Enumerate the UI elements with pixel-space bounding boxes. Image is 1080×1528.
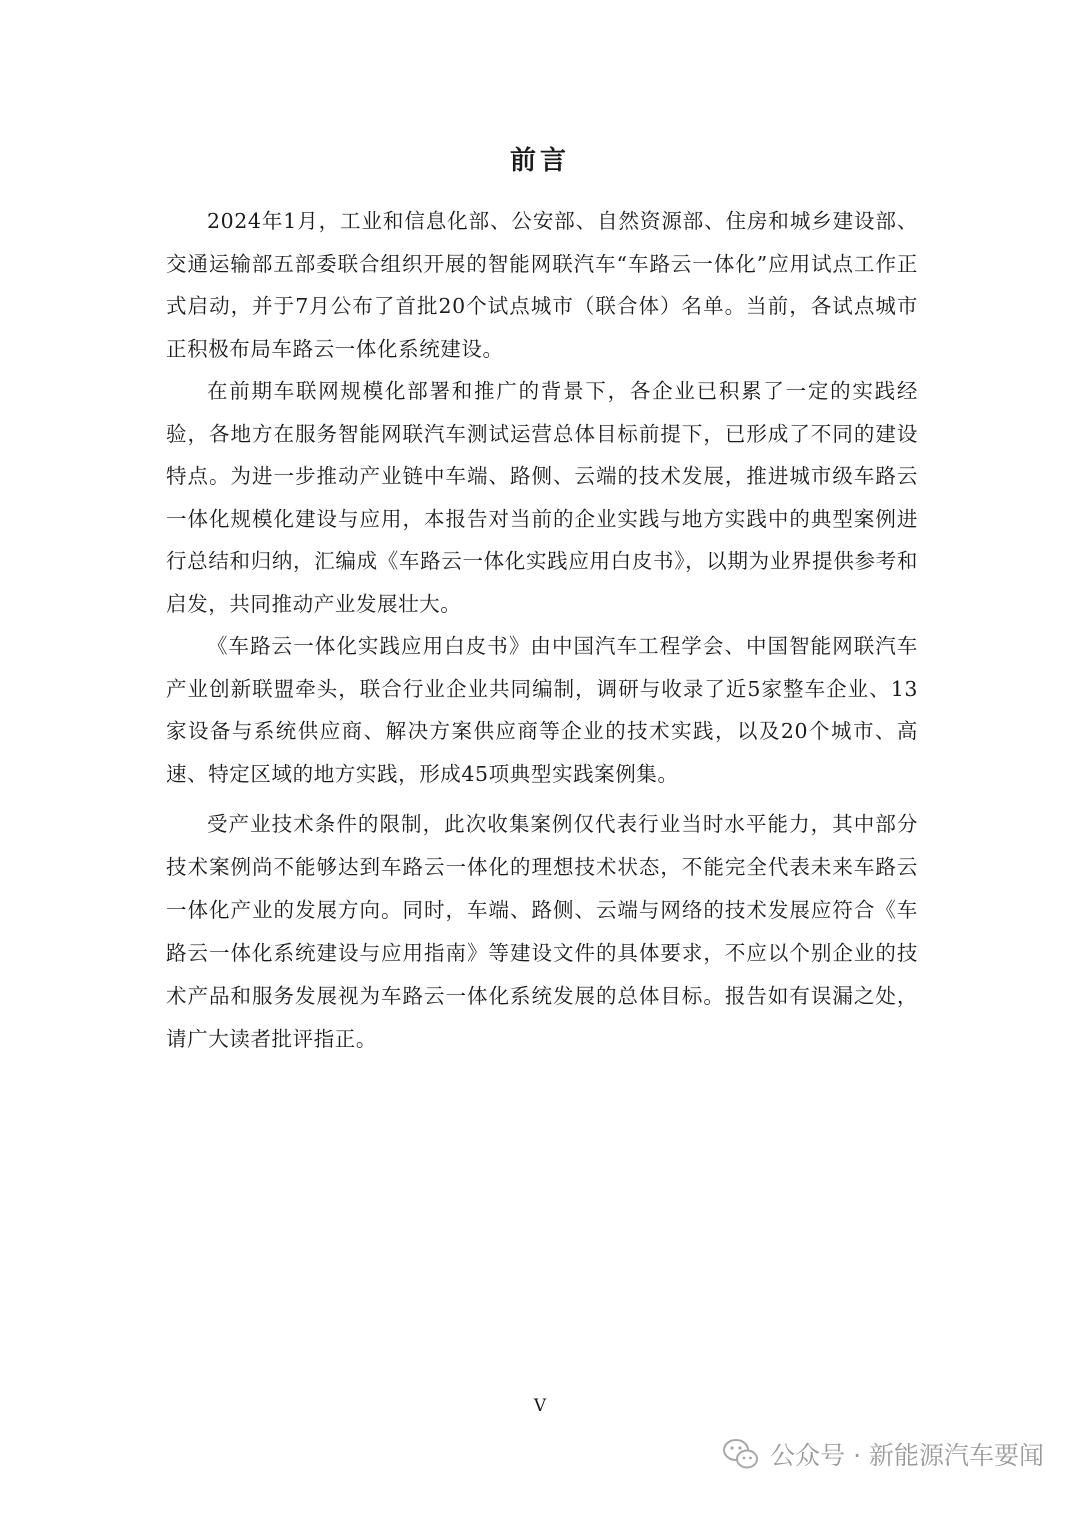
preface-body	[166, 200, 918, 1061]
watermark-text: 公众号 · 新能源汽车要闻	[770, 1441, 1044, 1470]
wechat-icon	[722, 1437, 760, 1471]
paragraph-3: 《车路云一体化实践应用白皮书》由中国汽车工程学会、中国智能网联汽车产业创新联盟牵头，联合行业企业共同编制，调研与收录了近5家整车企业、13家设备与系统供应商、解决方案供应商等企业的技术实践，以及20个城市、高速、特定区域的地方实践，形成45项典型实践案例集。	[166, 634, 918, 786]
page-title: 前言	[509, 146, 570, 176]
watermark	[722, 1436, 1044, 1472]
paragraph-2: 在前期车联网规模化部署和推广的背景下，各企业已积累了一定的实践经验，各地方在服务智能网联汽车测试运营总体目标前提下，已形成了不同的建设特点。为进一步推动产业链中车端、路侧、云端的技术发展，推进城市级车路云一体化规模化建设与应用，本报告对当前的企业实践与地方实践中的典型案例进行总结和归纳，汇编成《车路云一体化实践应用白皮书》，以期为业界提供参考和启发，共同推动产业发展壮大。	[166, 379, 918, 616]
page-number: V	[533, 1396, 547, 1416]
paragraph-4: 受产业技术条件的限制，此次收集案例仅代表行业当时水平能力，其中部分技术案例尚不能够达到车路云一体化的理想技术状态，不能完全代表未来车路云一体化产业的发展方向。同时，车端、路侧、云端与网络的技术发展应符合《车路云一体化系统建设与应用指南》等建设文件的具体要求，不应以个别企业的技术产品和服务发展视为车路云一体化系统发展的总体目标。报告如有误漏之处，请广大读者批评指正。	[166, 812, 918, 1051]
paragraph-1: 2024年1月，工业和信息化部、公安部、自然资源部、住房和城乡建设部、交通运输部五部委联合组织开展的智能网联汽车“车路云一体化”应用试点工作正式启动，并于7月公布了首批20个试点城市（联合体）名单。当前，各试点城市正积极布局车路云一体化系统建设。	[166, 209, 918, 361]
